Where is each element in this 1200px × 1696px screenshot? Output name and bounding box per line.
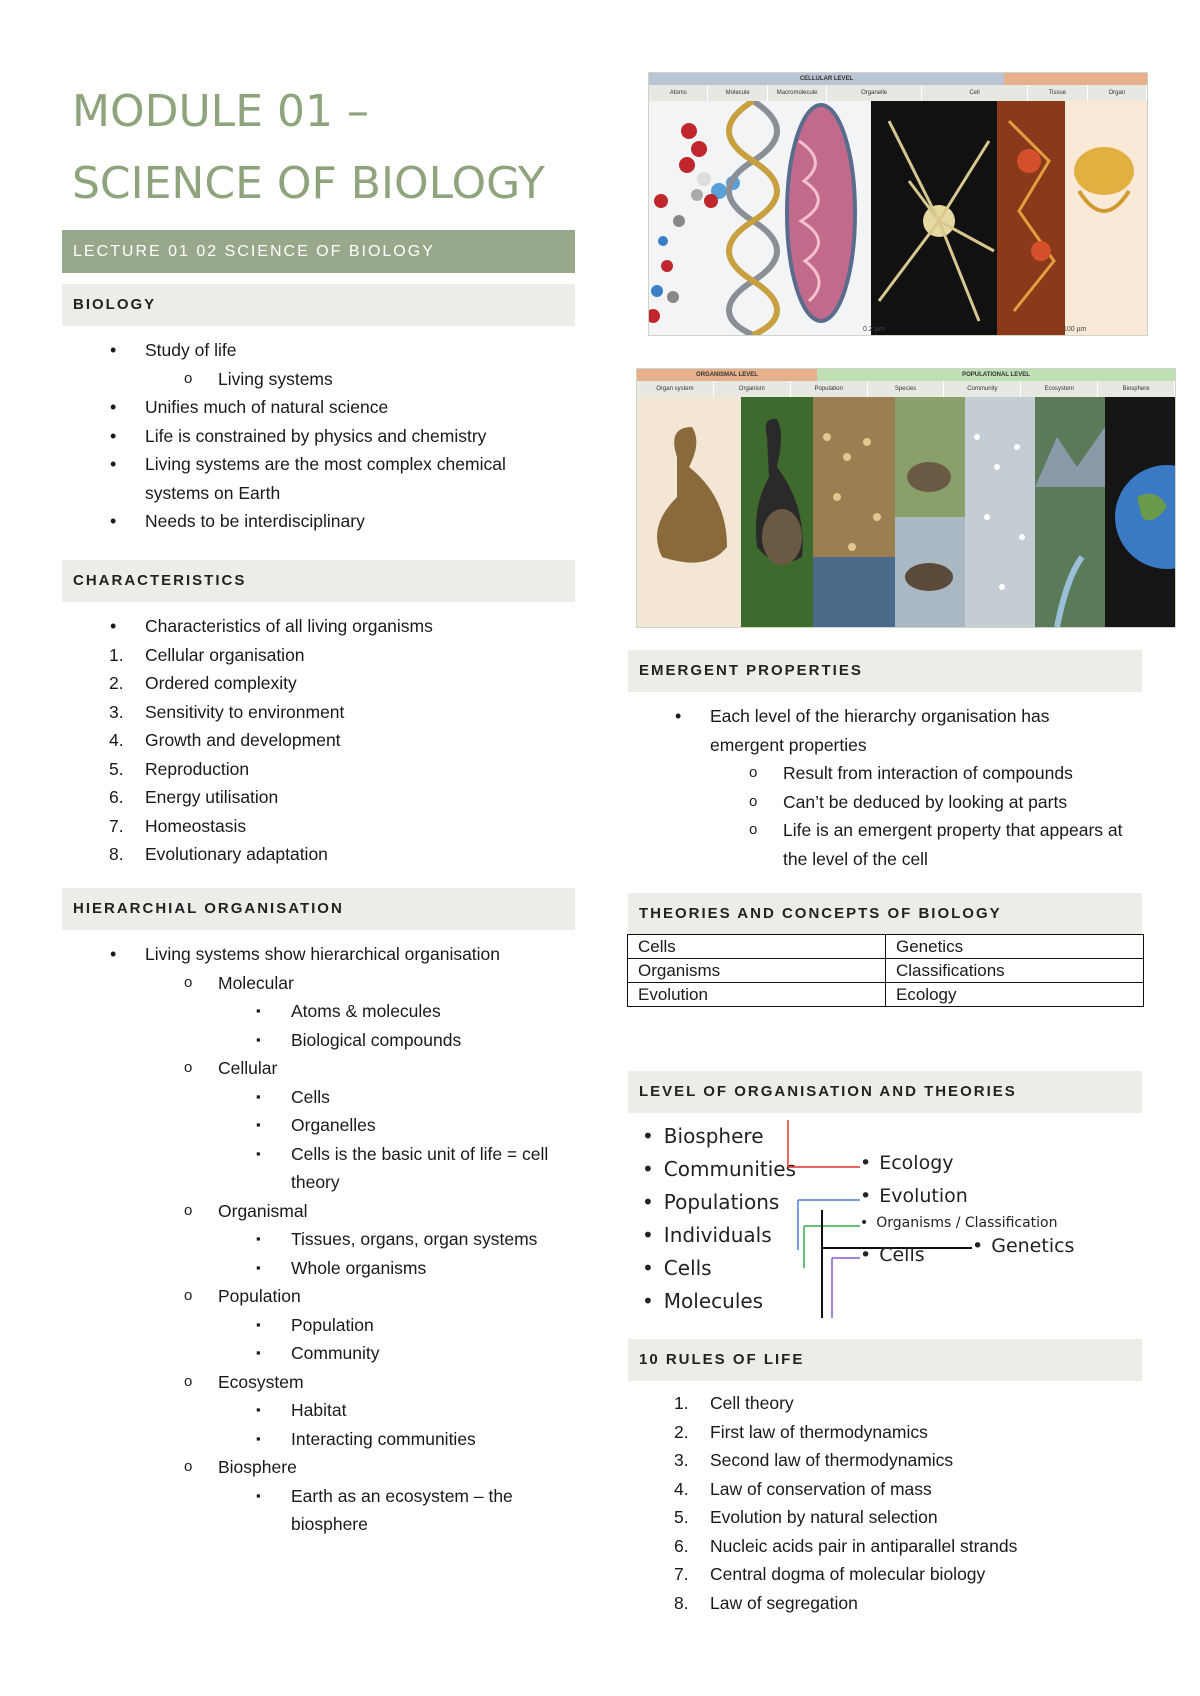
biology-list (145, 336, 575, 536)
title-line-2: SCIENCE OF BIOLOGY (72, 158, 545, 209)
list-item: o Living systems (218, 365, 575, 394)
list-item: 1. Cell theory (674, 1393, 794, 1413)
table-cell: Genetics (886, 935, 1144, 959)
list-item: o Ecosystem (218, 1368, 575, 1397)
list-item: o Can’t be deduced by looking at parts (783, 788, 1140, 817)
list-item: ▪ Whole organisms (291, 1254, 575, 1283)
theory-genetics: • Genetics (972, 1235, 1074, 1257)
level-communities: • Communities (642, 1157, 796, 1181)
list-item: 6. Energy utilisation (109, 787, 279, 807)
table-cell: Ecology (886, 983, 1144, 1007)
list-item: 8. Law of segregation (674, 1592, 858, 1613)
theory-cells: • Cells (860, 1244, 925, 1266)
table-row (628, 959, 1144, 983)
table-cell: Organisms (628, 959, 886, 983)
table-cell: Cells (628, 935, 886, 959)
list-item: ▪ Population (291, 1311, 575, 1340)
ecosystem-icon (1035, 397, 1105, 627)
species-icon (895, 397, 965, 517)
page-title (72, 76, 592, 220)
theories-table (627, 934, 1144, 1007)
list-item: ▪ Atoms & molecules (291, 997, 575, 1026)
list-item: • Unifies much of natural science (145, 393, 575, 422)
hierarchical-list (145, 940, 575, 1539)
list-item: ▪ Cells is the basic unit of life = cell theory (291, 1140, 561, 1197)
list-item: o Molecular (218, 969, 575, 998)
organismal-illustrations (637, 397, 1175, 627)
list-item: 3. Sensitivity to environment (109, 701, 345, 722)
rules-heading: 10 RULES OF LIFE (628, 1339, 1142, 1381)
level-populations: • Populations (642, 1190, 779, 1214)
list-item: 7. Central dogma of molecular biology (674, 1564, 986, 1584)
list-item: 6. Nucleic acids pair in antiparallel strands (674, 1535, 1018, 1556)
tissue-organ-header (1004, 73, 1147, 85)
scale-label-2: 100 µm (1063, 326, 1087, 333)
list-item: 5. Reproduction (109, 758, 250, 779)
list-item: 8. Evolutionary adaptation (109, 844, 328, 864)
characteristics-list (109, 612, 575, 869)
organismal-level-header: ORGANISMAL LEVEL (637, 369, 817, 381)
levels-diagram (642, 1120, 1122, 1320)
list-item: ▪ Earth as an ecosystem – the biosphere (291, 1482, 541, 1539)
lecture-heading: LECTURE 01 02 SCIENCE OF BIOLOGY (62, 230, 575, 273)
list-item: • Each level of the hierarchy organisation has emergent properties (710, 702, 1090, 759)
list-item: 3. Second law of thermodynamics (674, 1450, 954, 1470)
emergent-list (710, 702, 1140, 873)
level-cells: • Cells (642, 1256, 712, 1280)
table-cell: Classifications (886, 959, 1144, 983)
tissue-icon (997, 101, 1065, 335)
table-cell: Evolution (628, 983, 886, 1007)
populational-level-header: POPULATIONAL LEVEL (817, 369, 1175, 381)
cellular-illustrations (649, 101, 1147, 335)
list-item: 4. Law of conservation of mass (674, 1478, 932, 1499)
list-item: 2. First law of thermodynamics (674, 1421, 928, 1442)
rules-list (674, 1389, 1140, 1617)
level-individuals: • Individuals (642, 1223, 772, 1247)
list-item: • Needs to be interdisciplinary (145, 507, 575, 536)
list-item: ▪ Interacting communities (291, 1425, 575, 1454)
list-item: o Life is an emergent property that appears at the level of the cell (783, 816, 1133, 873)
list-item: • Characteristics of all living organisms (145, 612, 575, 641)
levels-heading: LEVEL OF ORGANISATION AND THEORIES (628, 1071, 1142, 1113)
list-item: o Biosphere (218, 1453, 575, 1482)
list-item: ▪ Cells (291, 1083, 575, 1112)
theory-organisms: • Organisms / Classification (860, 1215, 1058, 1231)
list-item: • Life is constrained by physics and chemistry (145, 422, 575, 451)
community-icon (965, 397, 1035, 627)
list-item: ▪ Biological compounds (291, 1026, 575, 1055)
scale-label-1: 0.2 µm (863, 326, 885, 333)
theory-evolution: • Evolution (860, 1185, 968, 1207)
organelle-icon (787, 105, 855, 321)
emergent-heading: EMERGENT PROPERTIES (628, 650, 1142, 692)
organ-icon (1065, 101, 1147, 335)
level-molecules: • Molecules (642, 1289, 763, 1313)
list-item: o Result from interaction of compounds (783, 759, 1140, 788)
list-item: 2. Ordered complexity (109, 673, 297, 693)
list-item: • Living systems show hierarchical organisation (145, 940, 575, 969)
list-item: 4. Growth and development (109, 730, 341, 750)
title-line-1: MODULE 01 – (72, 86, 369, 137)
characteristics-heading: CHARACTERISTICS (62, 560, 575, 602)
list-item: ▪ Habitat (291, 1396, 575, 1425)
list-item: 7. Homeostasis (109, 815, 247, 836)
table-row (628, 935, 1144, 959)
organismal-column-labels: Organ system Organism Population Species Community Ecosystem Biosphere (637, 381, 1175, 397)
list-item: 5. Evolution by natural selection (674, 1507, 938, 1527)
list-item: o Cellular (218, 1054, 575, 1083)
list-item: ▪ Community (291, 1339, 575, 1368)
level-biosphere: • Biosphere (642, 1124, 764, 1148)
organismal-level-figure (636, 368, 1176, 628)
list-item: o Organismal (218, 1197, 575, 1226)
list-item: o Population (218, 1282, 575, 1311)
cellular-level-figure (648, 72, 1148, 336)
list-item: • Study of life (145, 336, 575, 365)
list-item: 1. Cellular organisation (109, 644, 305, 665)
list-item: ▪ Tissues, organs, organ systems (291, 1225, 575, 1254)
table-row (628, 983, 1144, 1007)
hierarchical-heading: HIERARCHIAL ORGANISATION (62, 888, 575, 930)
cellular-level-header: CELLULAR LEVEL (649, 73, 1004, 85)
cellular-column-labels: Atoms Molecule Macromolecule Organelle Cell Tissue Organ (649, 85, 1147, 101)
theory-ecology: • Ecology (860, 1152, 954, 1174)
list-item: ▪ Organelles (291, 1111, 575, 1140)
biology-heading: BIOLOGY (62, 284, 575, 326)
theories-heading: THEORIES AND CONCEPTS OF BIOLOGY (628, 893, 1142, 935)
list-item: • Living systems are the most complex chemical systems on Earth (145, 450, 545, 507)
